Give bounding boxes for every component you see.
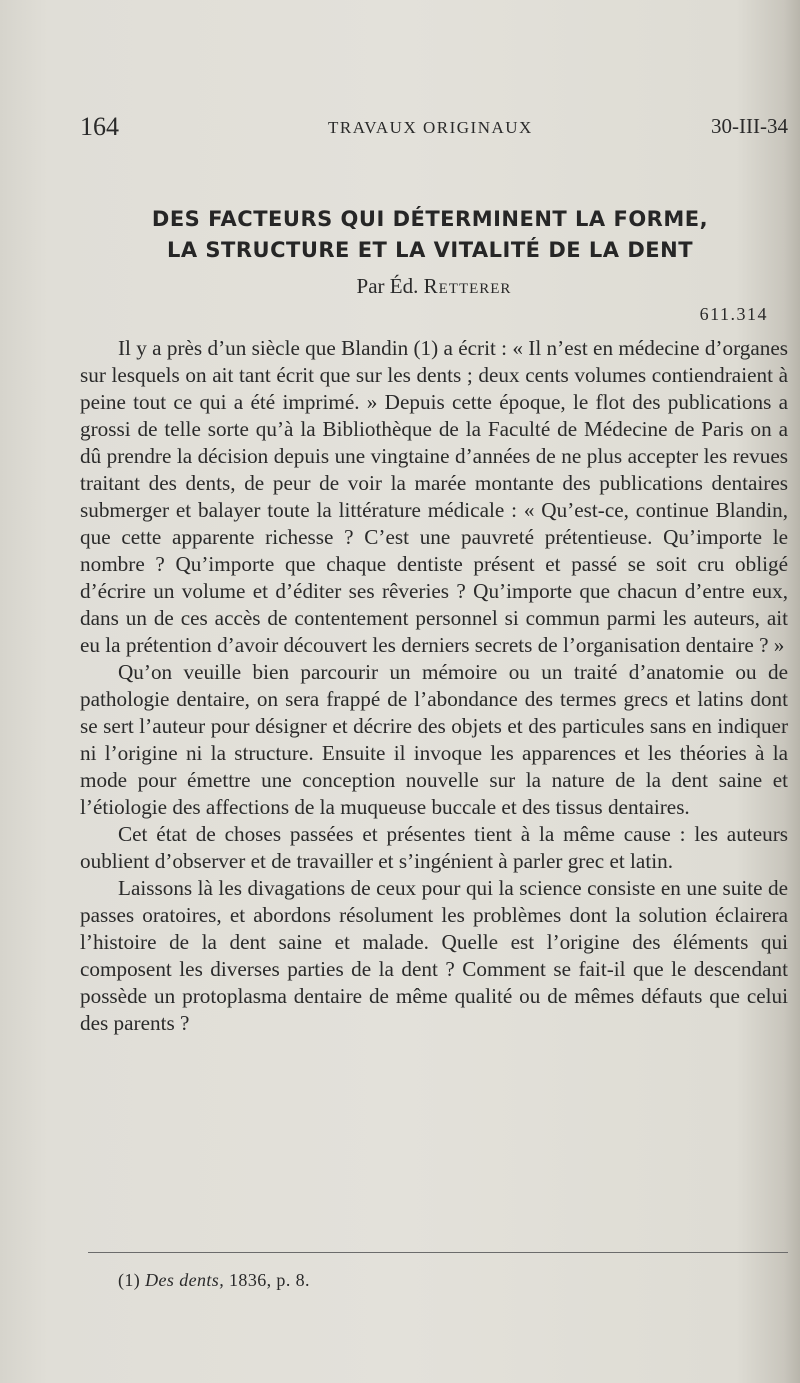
footnote-divider <box>88 1252 788 1253</box>
paragraph-4: Laissons là les divagations de ceux pour qui la science consiste en une suite de passes oratoires, et abordons résolument les problèmes dont la solution éclairera l’histoire de la dent saine et malade. Quelle est l’origine des éléments qui composent les diverses parties de la dent ? Comment se fait-il que le descendant possède un protoplasma dentaire de même qualité ou de mêmes défauts que celui des parents ? <box>80 876 788 1035</box>
paragraph-1: Il y a près d’un siècle que Blandin (1) a écrit : « Il n’est en médecine d’organes sur lesquels on ait tant écrit que sur les dents ; deux cents volumes contiendraient à peine tout ce qui a été imprimé. » Depuis cette époque, le flot des publications a grossi de telle sorte qu’à la Bibliothèque de la Faculté de Médecine de Paris on a dû prendre la décision depuis une vingtaine d’années de ne plus accepter les revues traitant des dents, de peur de voir la marée montante des publications dentaires submerger et balayer toute la littérature médicale : « Qu’est-ce, continue Blandin, que cette apparente richesse ? C’est une pauvreté prétentieuse. Qu’importe le nombre ? Qu’importe que chaque dentiste présent et passé se soit cru obligé d’écrire un volume et d’éditer ses rêveries ? Qu’importe que chacun d’entre eux, dans un de ces accès de contentement personnel si commun parmi les auteurs, ait eu la prétention d’avoir découvert les derniers secrets de l’organisation dentaire ? » <box>80 336 788 657</box>
title-line-2: LA STRUCTURE ET LA VITALITÉ DE LA DENT <box>166 238 694 262</box>
article-title <box>100 204 760 266</box>
title-line-1: DES FACTEURS QUI DÉTERMINENT LA FORME, <box>151 207 709 231</box>
page-number: 164 <box>80 112 119 141</box>
footnote-details: 1836, p. 8. <box>229 1270 310 1290</box>
footnote-marker: (1) <box>118 1270 141 1290</box>
date-mark: 30-III-34 <box>711 114 788 138</box>
running-title: TRAVAUX ORIGINAUX <box>328 118 533 137</box>
footnote <box>118 1270 310 1291</box>
footnote-title: Des dents, <box>145 1270 225 1290</box>
classification-number: 611.314 <box>699 304 768 324</box>
paragraph-3: Cet état de choses passées et présentes tient à la même cause : les auteurs oublient d’observer et de travailler et s’ingénient à parler grec et latin. <box>80 822 788 873</box>
byline <box>80 274 788 299</box>
author-name: Retterer <box>423 274 512 298</box>
paragraph-2: Qu’on veuille bien parcourir un mémoire ou un traité d’anatomie ou de pathologie dentaire, on sera frappé de l’abondance des termes grecs et latins dont se sert l’auteur pour désigner et décrire des objets et des particules sans en indiquer ni l’origine ni la structure. Ensuite il invoque les apparences et les théories à la mode pour émettre une conception nouvelle sur la nature de la dent saine et l’étiologie des affections de la muqueuse buccale et des tissus dentaires. <box>80 660 788 819</box>
byline-prefix: Par Éd. <box>356 274 419 298</box>
body-text <box>80 335 788 1037</box>
running-header <box>80 112 788 152</box>
